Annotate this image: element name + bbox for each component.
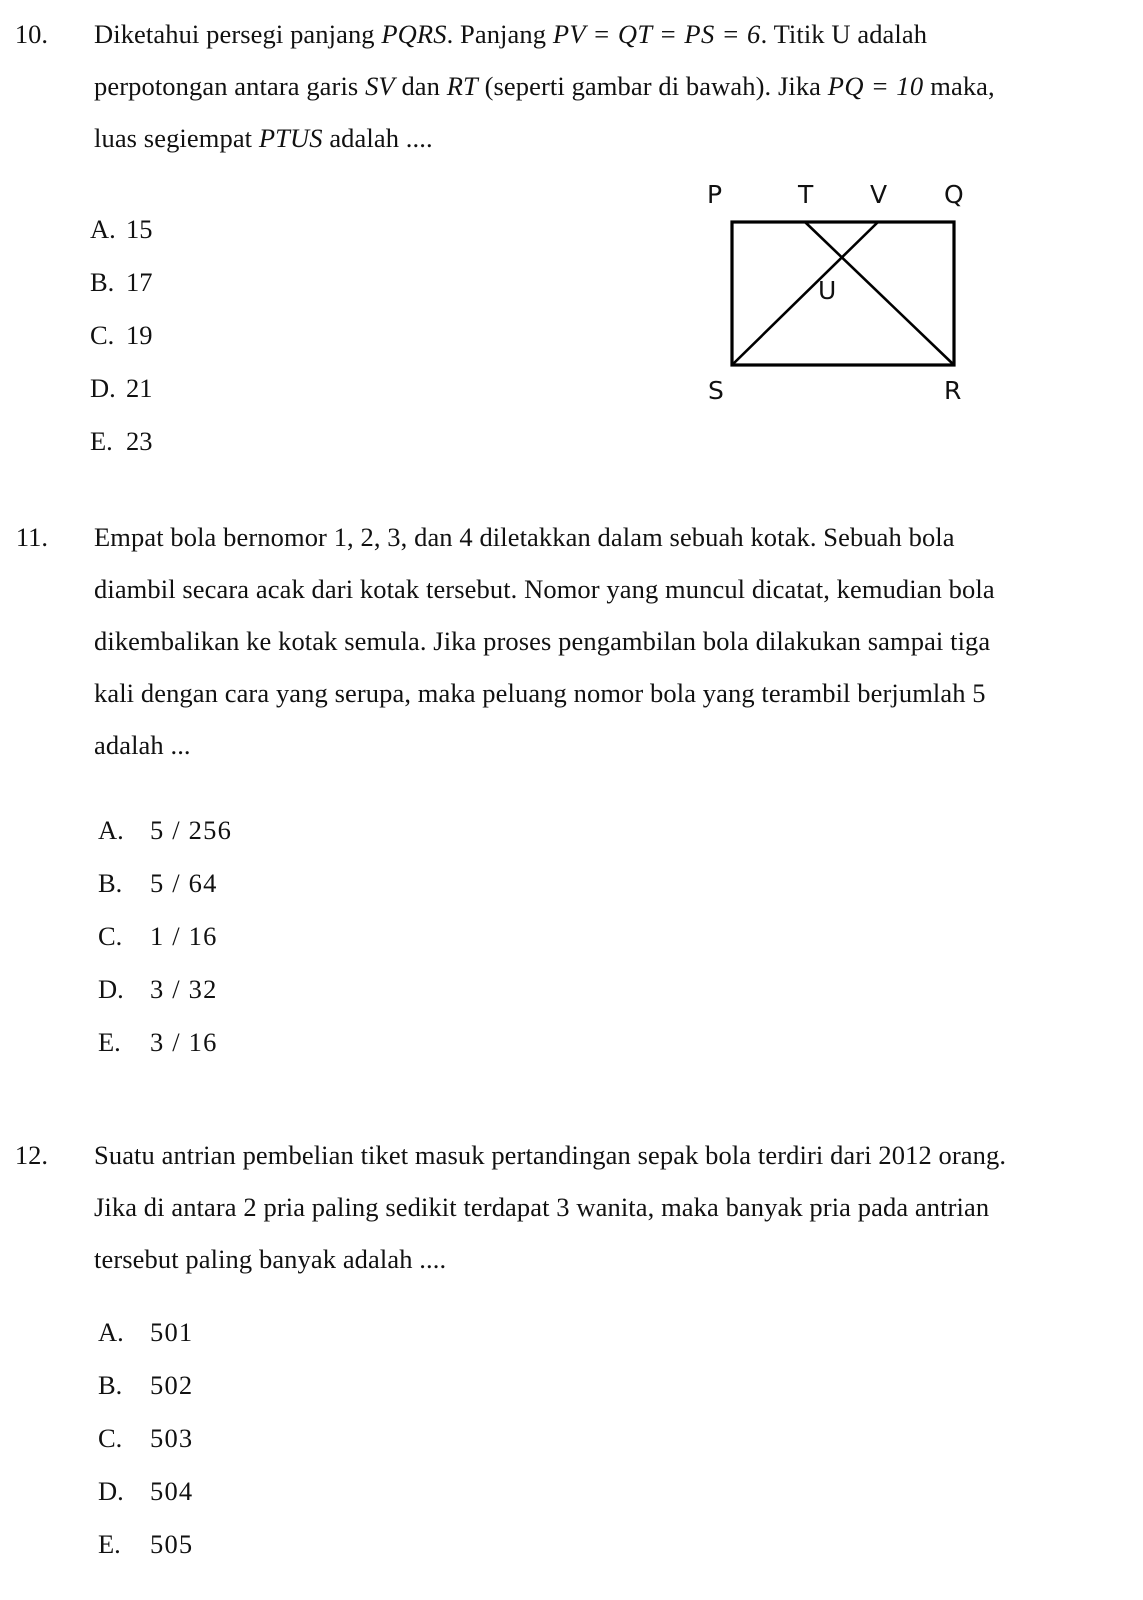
option-text: 504 <box>150 1476 194 1506</box>
option-text: 3 / 16 <box>150 1027 218 1057</box>
option-letter: A. <box>98 815 124 845</box>
rectangle-diagram-svg <box>690 175 990 410</box>
figure-label-s: S <box>708 376 724 405</box>
option-item[interactable] <box>98 963 658 1016</box>
option-text: 23 <box>126 426 153 456</box>
q10-l1-s1: Diketahui persegi panjang <box>94 19 382 49</box>
option-letter: D. <box>98 974 124 1004</box>
option-item[interactable] <box>98 804 658 857</box>
question-10-line-1 <box>40 8 1131 60</box>
option-text: 1 / 16 <box>150 921 218 951</box>
option-letter: E. <box>90 426 113 456</box>
option-letter: B. <box>98 868 123 898</box>
question-10-line-3 <box>40 112 1131 164</box>
option-text: 19 <box>126 320 153 350</box>
option-item[interactable] <box>90 362 650 415</box>
q10-l1-s5: . Titik U adalah <box>760 19 928 49</box>
question-11-line-5: adalah ... <box>94 730 191 760</box>
line-sv <box>732 222 878 365</box>
option-letter: B. <box>90 267 115 297</box>
option-text: 5 / 64 <box>150 868 218 898</box>
question-11-line-2: diambil secara acak dari kotak tersebut. Nomor yang muncul dicatat, kemudian bola <box>94 574 995 604</box>
question-10-options <box>90 203 650 468</box>
option-item[interactable] <box>98 1359 658 1412</box>
question-11-text <box>0 511 1143 771</box>
question-12 <box>0 1129 1143 1285</box>
option-item[interactable] <box>90 203 650 256</box>
q10-l2-s7: maka, <box>923 71 995 101</box>
question-11-options <box>98 804 658 1069</box>
option-text: 502 <box>150 1370 194 1400</box>
question-10-figure <box>690 175 990 410</box>
q10-l2-s2: SV <box>365 71 395 101</box>
question-11-line-3: dikembalikan ke kotak semula. Jika proses pengambilan bola dilakukan sampai tiga <box>94 626 991 656</box>
question-10-text <box>0 8 1143 164</box>
option-letter: D. <box>98 1476 124 1506</box>
option-letter: C. <box>90 320 115 350</box>
question-11-line-1: Empat bola bernomor 1, 2, 3, dan 4 diletakkan dalam sebuah kotak. Sebuah bola <box>94 522 955 552</box>
option-letter: A. <box>90 214 116 244</box>
option-letter: A. <box>98 1317 124 1347</box>
question-12-text <box>0 1129 1143 1285</box>
question-11-number: 11. <box>15 522 48 552</box>
option-text: 3 / 32 <box>150 974 218 1004</box>
question-12-options <box>98 1306 658 1571</box>
figure-label-v: V <box>870 180 888 209</box>
option-item[interactable] <box>98 857 658 910</box>
figure-label-r: R <box>944 376 962 405</box>
q10-l1-s2: PQRS <box>381 19 447 49</box>
q10-l1-s3: . Panjang <box>446 19 553 49</box>
q10-l2-s1: perpotongan antara garis <box>94 71 366 101</box>
option-item[interactable] <box>90 256 650 309</box>
question-11-line-4: kali dengan cara yang serupa, maka peluang nomor bola yang terambil berjumlah 5 <box>94 678 986 708</box>
option-item[interactable] <box>98 1412 658 1465</box>
q10-l3-s2: PTUS <box>258 123 323 153</box>
q10-l2-s4: RT <box>446 71 478 101</box>
option-letter: E. <box>98 1529 121 1559</box>
option-text: 21 <box>126 373 153 403</box>
q10-l2-s3: dan <box>394 71 447 101</box>
option-text: 505 <box>150 1529 194 1559</box>
option-letter: C. <box>98 921 123 951</box>
option-item[interactable] <box>98 1518 658 1571</box>
question-11 <box>0 511 1143 771</box>
figure-label-q: Q <box>944 180 964 209</box>
option-text: 501 <box>150 1317 194 1347</box>
option-letter: C. <box>98 1423 123 1453</box>
question-12-line-2: Jika di antara 2 pria paling sedikit terdapat 3 wanita, maka banyak pria pada antrian <box>94 1192 990 1222</box>
question-12-number: 12. <box>14 1140 48 1170</box>
question-12-line-1: Suatu antrian pembelian tiket masuk pertandingan sepak bola terdiri dari 2012 orang. <box>94 1140 1007 1170</box>
figure-label-u: U <box>818 276 837 305</box>
q10-l2-math-1: PQ = 10 <box>827 71 924 101</box>
option-item[interactable] <box>90 309 650 362</box>
option-text: 5 / 256 <box>150 815 233 845</box>
q10-l3-s3: adalah .... <box>322 123 433 153</box>
option-text: 17 <box>126 267 153 297</box>
option-item[interactable] <box>98 910 658 963</box>
q10-l2-s5: (seperti gambar di bawah). Jika <box>477 71 828 101</box>
option-item[interactable] <box>90 415 650 468</box>
figure-label-t: T <box>798 180 814 209</box>
option-item[interactable] <box>98 1465 658 1518</box>
option-item[interactable] <box>98 1306 658 1359</box>
option-letter: E. <box>98 1027 121 1057</box>
option-letter: D. <box>90 373 116 403</box>
figure-label-p: P <box>707 180 723 209</box>
option-text: 15 <box>126 214 153 244</box>
question-10 <box>0 8 1143 164</box>
q10-l1-math-1: PV = QT = PS = 6 <box>552 19 761 49</box>
question-10-line-2 <box>40 60 1131 112</box>
q10-l3-s1: luas segiempat <box>94 123 259 153</box>
rectangle-pqrs <box>732 222 954 365</box>
option-letter: B. <box>98 1370 123 1400</box>
option-text: 503 <box>150 1423 194 1453</box>
question-10-number: 10. <box>14 19 48 49</box>
question-12-line-3: tersebut paling banyak adalah .... <box>94 1244 447 1274</box>
option-item[interactable] <box>98 1016 658 1069</box>
